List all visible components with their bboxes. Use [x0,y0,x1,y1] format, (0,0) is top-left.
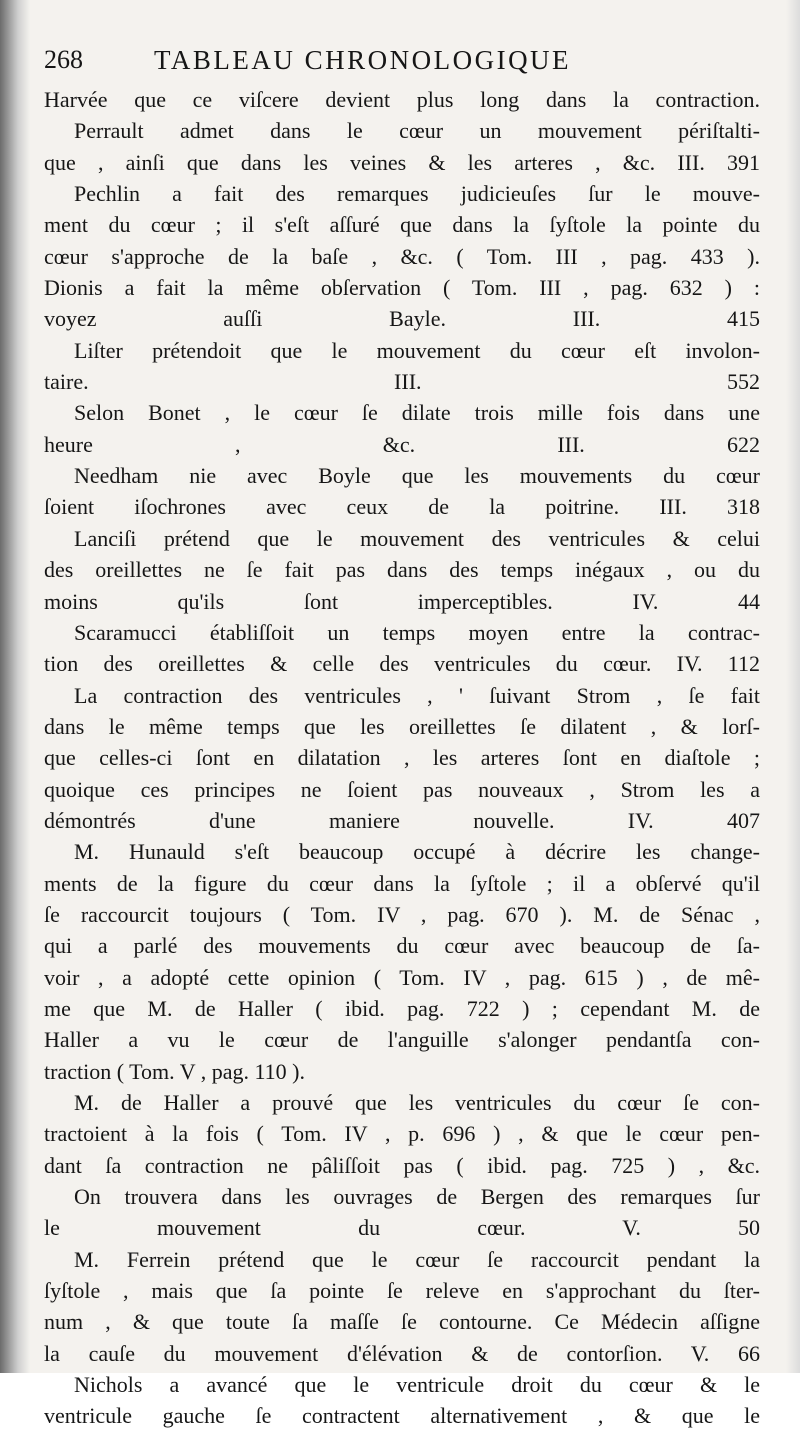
text-line: Nichols a avancé que le ventricule droit du cœur & le [74,1372,760,1398]
text-line: Dionis a fait la même obſervation ( Tom. III , pag. 632 ) : [44,275,760,301]
page-header [44,40,764,80]
text-line: dant ſa contraction ne pâliſſoit pas ( ibid. pag. 725 ) , &c. [44,1152,760,1178]
text-line: Perrault admet dans le cœur un mouvement périſtalti- [74,118,760,144]
text-line: me que M. de Haller ( ibid. pag. 722 ) ; cependant M. de [44,995,760,1021]
text-line: ment du cœur ; il s'eſt aſſuré que dans la ſyſtole la pointe du [44,212,760,238]
text-line: ſoient iſochrones avec ceux de la poitrine. III. 318 [44,494,760,520]
text-line: voyez auſſi Bayle. III. 415 [44,306,760,332]
text-line: tractoient à la fois ( Tom. IV , p. 696 ) , & que le cœur pen- [44,1121,760,1147]
facing-page-edge [786,0,800,1373]
text-line: ſe raccourcit toujours ( Tom. IV , pag. 670 ). M. de Sénac , [44,901,760,927]
text-line: Needham nie avec Boyle que les mouvements du cœur [74,463,760,489]
text-line: que celles-ci ſont en dilatation , les arteres ſont en diaſtole ; [44,745,760,771]
text-line: ventricule gauche ſe contractent alternativement , & que le [44,1403,760,1429]
text-line: Lanciſi prétend que le mouvement des ventricules & celui [74,525,760,551]
text-line: ſyſtole , mais que ſa pointe ſe releve en s'approchant du ſter- [44,1278,760,1304]
text-line: la cauſe du mouvement d'élévation & de contorſion. V. 66 [44,1340,760,1366]
text-line: ments de la figure du cœur dans la ſyſtole ; il a obſervé qu'il [44,870,760,896]
text-line: La contraction des ventricules , ' ſuivant Strom , ſe fait [74,682,760,708]
text-line: M. de Haller a prouvé que les ventricules du cœur ſe con- [74,1090,760,1115]
text-line: Scaramucci établiſſoit un temps moyen entre la contrac- [74,619,760,645]
text-line: qui a parlé des mouvements du cœur avec beaucoup de ſa- [44,933,760,959]
text-line: taire. III. 552 [44,369,760,395]
text-line: moins qu'ils ſont imperceptibles. IV. 44 [44,588,760,614]
text-line: tion des oreillettes & celle des ventricules du cœur. IV. 112 [44,651,760,677]
page-gutter-shadow [0,0,30,1373]
text-line: heure , &c. III. 622 [44,431,760,457]
text-line: Haller a vu le cœur de l'anguille s'alonger pendantſa con- [44,1027,760,1053]
running-title: TABLEAU CHRONOLOGIQUE [154,45,572,75]
text-line: Liſter prétendoit que le mouvement du cœur eſt involon- [74,337,760,363]
text-line: voir , a adopté cette opinion ( Tom. IV , pag. 615 ) , de mê- [44,964,760,990]
text-line: le mouvement du cœur. V. 50 [44,1215,760,1241]
text-line: des oreillettes ne ſe fait pas dans des temps inégaux , ou du [44,557,760,583]
body-text [44,84,760,1432]
text-line: Selon Bonet , le cœur ſe dilate trois mille fois dans une [74,400,760,426]
page-number: 268 [44,45,83,74]
text-line: cœur s'approche de la baſe , &c. ( Tom. III , pag. 433 ). [44,243,760,269]
text-line: quoique ces principes ne ſoient pas nouveaux , Strom les a [44,776,760,802]
text-line: num , & que toute ſa maſſe ſe contourne. Ce Médecin aſſigne [44,1309,760,1335]
text-line: M. Ferrein prétend que le cœur ſe raccourcit pendant la [74,1246,760,1272]
text-line: On trouvera dans les ouvrages de Bergen des remarques ſur [74,1184,760,1210]
text-line: démontrés d'une maniere nouvelle. IV. 407 [44,807,760,833]
text-line: M. Hunauld s'eſt beaucoup occupé à décrire les change- [74,839,760,865]
text-line: que , ainſi que dans les veines & les arteres , &c. III. 391 [44,149,760,175]
text-line: dans le même temps que les oreillettes ſe dilatent , & lorſ- [44,713,760,739]
text-line: traction ( Tom. V , pag. 110 ). [44,1058,306,1084]
text-line: Harvée que ce viſcere devient plus long dans la contraction. [44,87,760,112]
text-line: Pechlin a fait des remarques judicieuſes ſur le mouve- [74,181,760,207]
